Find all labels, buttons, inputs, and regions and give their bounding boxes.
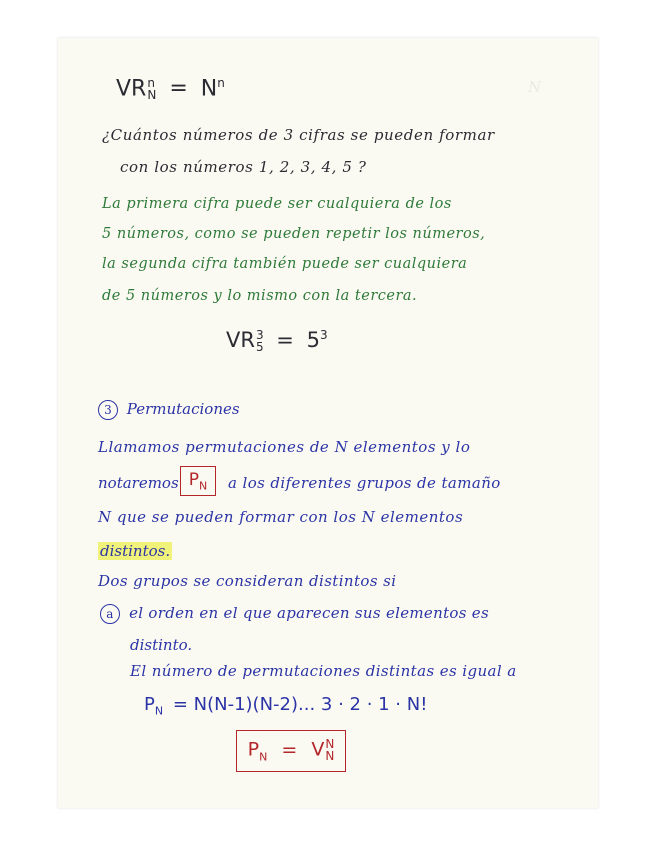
section-heading (98, 400, 240, 420)
formula-vr-5-3: VR 3 5 = $5^3$ (226, 328, 328, 354)
pn-box: $P_N$ (180, 466, 216, 496)
definition-line-2-post: a los diferentes grupos de tamaño (228, 474, 501, 492)
groups-line: Dos grupos se consideran distintos si (98, 572, 397, 590)
count-formula: $P_N = N(N-1)(N-2)$... 3 · 2 · 1 · N! (144, 694, 428, 718)
section-title: Permutaciones (126, 400, 240, 418)
answer-line-1: La primera cifra puede ser cualquiera de los (102, 196, 452, 212)
groups-item: a el orden en el que aparecen sus elementos es (100, 604, 489, 624)
answer-line-3: la segunda cifra también puede ser cualquiera (102, 256, 468, 272)
question-line-2: con los números 1, 2, 3, 4, 5 ? (120, 158, 367, 176)
highlighted-word: distintos. (100, 542, 171, 560)
bleed-through-text: N (528, 78, 542, 96)
count-line: El número de permutaciones distintas es igual a (130, 662, 517, 680)
notebook-page (58, 38, 598, 808)
definition-line-1: Llamamos permutaciones de N elementos y lo (98, 438, 471, 456)
item-marker: a (100, 604, 120, 624)
answer-line-4: de 5 números y lo mismo con la tercera. (102, 288, 418, 304)
answer-line-2: 5 números, como se pueden repetir los números, (102, 226, 486, 242)
definition-line-2-pre: notaremos (98, 474, 179, 492)
definition-line-4 (98, 542, 172, 560)
formula-vr-n: VR n N = $N^n$ (116, 76, 225, 103)
groups-item-line-2: distinto. (130, 636, 193, 654)
section-number: 3 (98, 400, 118, 420)
definition-line-3: N que se pueden formar con los N elementos (98, 508, 464, 526)
pn-equals-vnn-box: $P_N = V$ N N (236, 730, 346, 772)
question-line-1: ¿Cuántos números de 3 cifras se pueden formar (102, 126, 495, 144)
